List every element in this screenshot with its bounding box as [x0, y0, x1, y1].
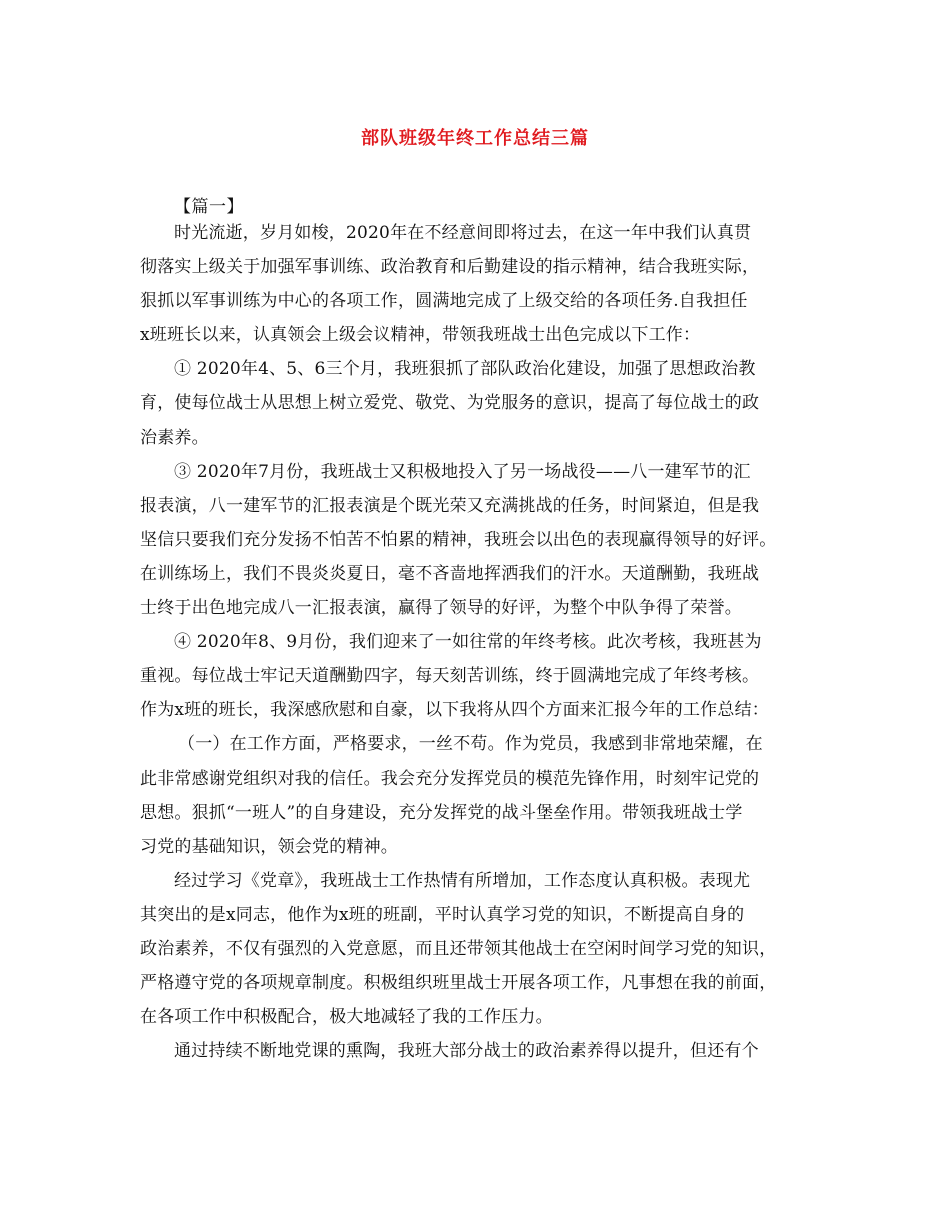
paragraph-line: 严格遵守党的各项规章制度。积极组织班里战士开展各项工作，凡事想在我的前面，: [140, 973, 777, 994]
paragraph-line: 重视。每位战士牢记天道酬勤四字，每天刻苦训练，终于圆满地完成了年终考核。: [140, 666, 760, 687]
paragraph-line: 其突出的是x同志，他作为x班的班副，平时认真学习党的知识，不断提高自身的: [140, 904, 745, 925]
paragraph-line: 经过学习《党章》，我班战士工作热情有所增加，工作态度认真积极。表现尤: [174, 870, 751, 891]
paragraph-line: 时光流逝，岁月如梭，2020年在不经意间即将过去，在这一年中我们认真贯: [174, 223, 752, 243]
paragraph-line: 习党的基础知识，领会党的精神。: [140, 836, 398, 857]
paragraph-line: 思想。狠抓“一班人”的自身建设，充分发挥党的战斗堡垒作用。带领我班战士学: [140, 802, 743, 823]
paragraph-line: 报表演，八一建军节的汇报表演是个既光荣又充满挑战的任务，时间紧迫，但是我: [140, 495, 760, 516]
paragraph-line: 士终于出色地完成八一汇报表演，赢得了领导的好评，为整个中队争得了荣誉。: [140, 598, 742, 619]
paragraph-line: 治素养。: [140, 427, 209, 448]
paragraph-line: 在训练场上，我们不畏炎炎夏日，毫不吝啬地挥洒我们的汗水。天道酬勤，我班战: [140, 563, 760, 584]
paragraph-line: 在各项工作中积极配合，极大地减轻了我的工作压力。: [140, 1007, 553, 1028]
paragraph-line: （一）在工作方面，严格要求，一丝不苟。作为党员，我感到非常地荣耀，在: [178, 734, 763, 755]
paragraph-line: 作为x班的班长，我深感欣慰和自豪，以下我将从四个方面来汇报今年的工作总结：: [140, 700, 769, 721]
paragraph-line: ③ 2020年7月份，我班战士又积极地投入了另一场战役——八一建军节的汇: [174, 461, 751, 482]
paragraph-line: 彻落实上级关于加强军事训练、政治教育和后勤建设的指示精神，结合我班实际，: [140, 257, 760, 278]
paragraph-line: 育，使每位战士从思想上树立爱党、敬党、为党服务的意识，提高了每位战士的政: [140, 393, 760, 414]
paragraph-line: 政治素养，不仅有强烈的入党意愿，而且还带领其他战士在空闲时间学习党的知识，: [140, 938, 777, 959]
paragraph-line: 坚信只要我们充分发扬不怕苦不怕累的精神，我班会以出色的表现赢得领导的好评。: [140, 529, 777, 550]
paragraph-line: ① 2020年4、5、6三个月，我班狠抓了部队政治化建设，加强了思想政治教: [174, 359, 756, 380]
paragraph-line: 此非常感谢党组织对我的信任。我会充分发挥党员的模范先锋作用，时刻牢记党的: [140, 768, 760, 789]
paragraph-line: ④ 2020年8、9月份，我们迎来了一如往常的年终考核。此次考核，我班甚为: [174, 632, 762, 653]
body-text: [140, 216, 822, 1068]
paragraph-line: 通过持续不断地党课的熏陶，我班大部分战士的政治素养得以提升，但还有个: [174, 1041, 759, 1062]
document-title: 部队班级年终工作总结三篇: [361, 128, 589, 149]
paragraph-line: x班班长以来，认真领会上级会议精神，带领我班战士出色完成以下工作：: [140, 325, 701, 346]
section-label: 【篇一】: [174, 197, 244, 217]
paragraph-line: 狠抓以军事训练为中心的各项工作，圆满地完成了上级交给的各项任务.自我担任: [140, 291, 748, 312]
